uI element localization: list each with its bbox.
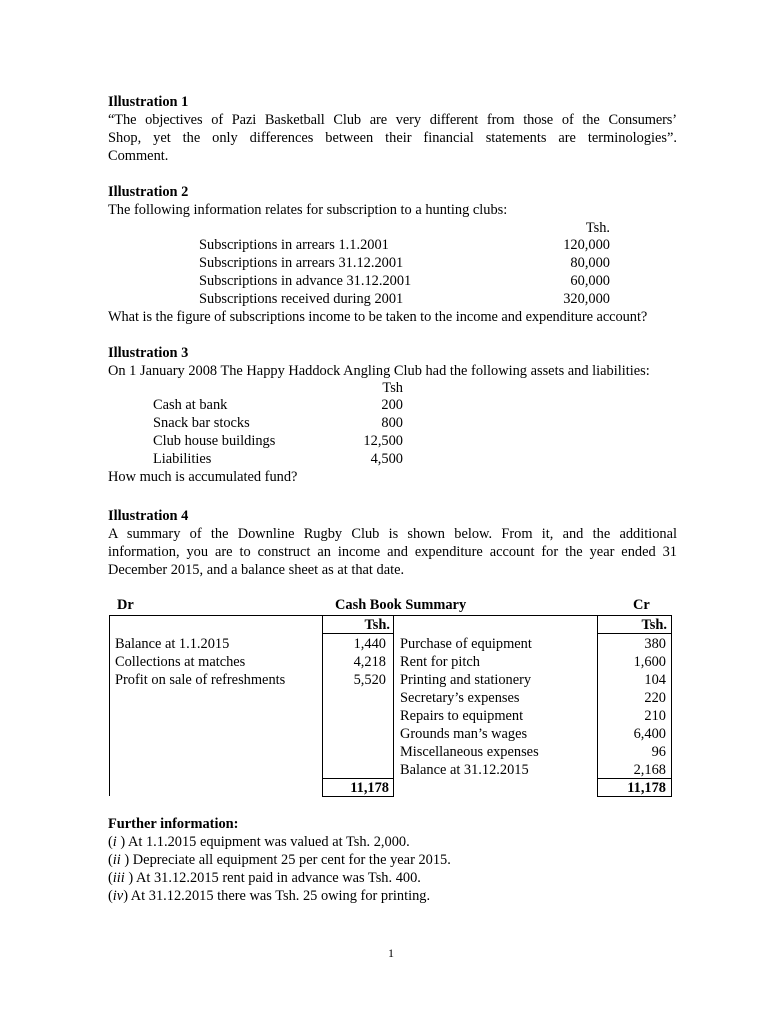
illustration-4-heading: Illustration 4 (108, 508, 189, 524)
dr-row-value: 4,218 (353, 654, 386, 670)
asset-row-value: 200 (381, 397, 403, 413)
item-numeral: iv (112, 888, 124, 904)
asset-row-label: Club house buildings (153, 433, 276, 449)
cr-row-label: Secretary’s expenses (400, 690, 520, 706)
illustration-1-line-2: Shop, yet the only differences between their financial statements are terminologies”. (108, 130, 677, 146)
illustration-2-currency: Tsh. (585, 220, 610, 236)
cr-row-label: Purchase of equipment (400, 636, 532, 652)
cash-book-dr-label: Dr (117, 597, 134, 613)
cr-row-value: 210 (644, 708, 666, 724)
further-info-item: (iii ) At 31.12.2015 rent paid in advance was Tsh. 400. (108, 870, 421, 886)
cr-row-value: 2,168 (633, 762, 666, 778)
item-text: ) At 1.1.2015 equipment was valued at Tsh. 2,000. (116, 834, 410, 850)
table-right-border (671, 615, 672, 796)
illustration-1-line-1: “The objectives of Pazi Basketball Club are very different from those of the Consumers’ (108, 112, 677, 128)
cr-row-value: 96 (651, 744, 666, 760)
subscription-row-label: Subscriptions in arrears 1.1.2001 (199, 237, 389, 253)
cash-book-title: Cash Book Summary (335, 597, 467, 613)
asset-row-value: 800 (381, 415, 403, 431)
asset-row-value: 12,500 (363, 433, 403, 449)
asset-row-label: Liabilities (153, 451, 212, 467)
table-top-border (109, 615, 672, 616)
asset-row-label: Snack bar stocks (153, 415, 250, 431)
subscription-row-label: Subscriptions in arrears 31.12.2001 (199, 255, 404, 271)
page-number: 1 (388, 946, 394, 960)
table-left-border (109, 615, 110, 796)
cr-row-value: 1,600 (633, 654, 666, 670)
dr-currency-header: Tsh. (364, 617, 390, 633)
subscription-row-value: 80,000 (570, 255, 610, 271)
illustration-2-heading: Illustration 2 (108, 184, 189, 200)
cr-total: 11,178 (627, 780, 666, 796)
item-numeral: ii (112, 852, 121, 868)
illustration-3-heading: Illustration 3 (108, 345, 189, 361)
illustration-3-intro: On 1 January 2008 The Happy Haddock Angling Club had the following assets and liabilities: (108, 363, 650, 379)
illustration-3-question: How much is accumulated fund? (108, 469, 298, 485)
item-text: ) At 31.12.2015 there was Tsh. 25 owing for printing. (123, 888, 431, 904)
cr-row-label: Printing and stationery (400, 672, 532, 688)
illustration-1-line-3: Comment. (108, 148, 169, 164)
cr-row-label: Grounds man’s wages (400, 726, 528, 742)
further-info-heading: Further information: (108, 816, 239, 832)
cr-row-value: 380 (644, 636, 666, 652)
subscription-row-label: Subscriptions received during 2001 (199, 291, 404, 307)
illustration-3-currency: Tsh (382, 380, 403, 396)
cr-row-label: Rent for pitch (400, 654, 480, 670)
subscription-row-label: Subscriptions in advance 31.12.2001 (199, 273, 412, 289)
item-text: ) Depreciate all equipment 25 per cent for the year 2015. (120, 852, 451, 868)
subscription-row-value: 120,000 (563, 237, 610, 253)
illustration-2-question: What is the figure of subscriptions income to be taken to the income and expenditure account? (108, 309, 648, 325)
cr-row-value: 6,400 (633, 726, 666, 742)
dr-row-label: Balance at 1.1.2015 (115, 636, 230, 652)
subscription-row-value: 320,000 (563, 291, 610, 307)
dr-row-value: 1,440 (353, 636, 386, 652)
illustration-1-heading: Illustration 1 (108, 94, 189, 110)
item-text: ) At 31.12.2015 rent paid in advance was Tsh. 400. (124, 870, 421, 886)
further-info-item: (i ) At 1.1.2015 equipment was valued at Tsh. 2,000. (108, 834, 410, 850)
subscription-row-value: 60,000 (570, 273, 610, 289)
dr-amount-right-divider (393, 615, 394, 796)
dr-total: 11,178 (350, 780, 389, 796)
asset-row-label: Cash at bank (153, 397, 228, 413)
dr-row-label: Profit on sale of refreshments (115, 672, 286, 688)
cr-row-label: Miscellaneous expenses (400, 744, 539, 760)
dr-row-value: 5,520 (353, 672, 386, 688)
illustration-2-intro: The following information relates for subscription to a hunting clubs: (108, 202, 508, 218)
further-info-item: (iv) At 31.12.2015 there was Tsh. 25 owing for printing. (108, 888, 431, 904)
illustration-4-line-2: information, you are to construct an income and expenditure account for the year ended 31 (108, 544, 677, 560)
cr-row-value: 220 (644, 690, 666, 706)
illustration-4-line-3: December 2015, and a balance sheet as at that date. (108, 562, 405, 578)
item-numeral: iii (112, 870, 125, 886)
cr-row-label: Balance at 31.12.2015 (400, 762, 529, 778)
cr-row-label: Repairs to equipment (400, 708, 524, 724)
asset-row-value: 4,500 (370, 451, 403, 467)
cr-row-value: 104 (644, 672, 666, 688)
item-numeral: i (112, 834, 117, 850)
dr-row-label: Collections at matches (115, 654, 246, 670)
further-info-item: (ii ) Depreciate all equipment 25 per cent for the year 2015. (108, 852, 451, 868)
illustration-4-line-1: A summary of the Downline Rugby Club is shown below. From it, and the additional (108, 526, 677, 542)
cash-book-cr-label: Cr (633, 597, 650, 613)
cr-currency-header: Tsh. (641, 617, 667, 633)
